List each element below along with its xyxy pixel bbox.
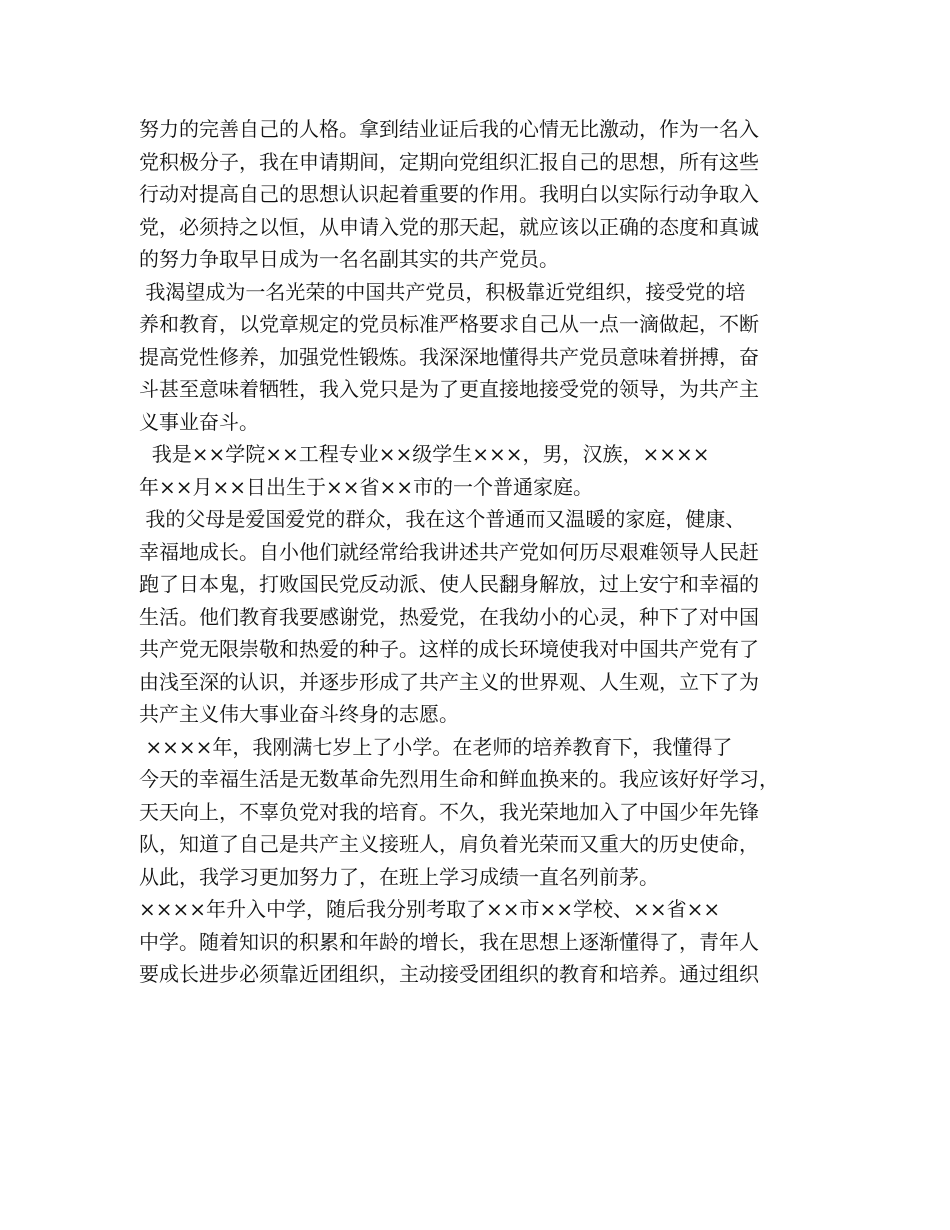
text-line: 提高党性修养，加强党性锻炼。我深深地懂得共产党员意味着拼搏，奋 xyxy=(139,344,759,369)
text-line: 党积极分子，我在申请期间，定期向党组织汇报自己的思想，所有这些 xyxy=(139,149,759,174)
text-line: 斗甚至意味着牺牲，我入党只是为了更直接地接受党的领导，为共产主 xyxy=(139,377,759,401)
text-line: 跑了日本鬼，打败国民党反动派、使人民翻身解放，过上安宁和幸福的 xyxy=(139,572,759,596)
text-line: 今天的幸福生活是无数革命先烈用生命和鲜血换来的。我应该好好学习， xyxy=(139,767,779,791)
text-line: 的努力争取早日成为一名名副其实的共产党员。 xyxy=(139,247,559,271)
text-line: 中学。随着知识的积累和年龄的增长，我在思想上逐渐懂得了，青年人 xyxy=(139,929,759,954)
text-line: 年××月××日出生于××省××市的一个普通家庭。 xyxy=(139,474,594,499)
text-line: 养和教育，以党章规定的党员标准严格要求自己从一点一滴做起，不断 xyxy=(139,312,759,336)
text-line: 生活。他们教育我要感谢党，热爱党，在我幼小的心灵，种下了对中国 xyxy=(139,604,759,629)
text-line: 从此，我学习更加努力了，在班上学习成绩一直名列前茅。 xyxy=(139,864,659,889)
text-line: 天天向上，不辜负党对我的培育。不久，我光荣地加入了中国少年先锋 xyxy=(139,799,759,824)
text-line: 努力的完善自己的人格。拿到结业证后我的心情无比激动，作为一名入 xyxy=(139,117,759,141)
text-line: 行动对提高自己的思想认识起着重要的作用。我明白以实际行动争取入 xyxy=(139,182,759,206)
text-line: 队，知道了自己是共产主义接班人，肩负着光荣而又重大的历史使命， xyxy=(139,832,759,856)
text-line: 要成长进步必须靠近团组织，主动接受团组织的教育和培养。通过组织 xyxy=(139,962,759,986)
text-line: 我渴望成为一名光荣的中国共产党员，积极靠近党组织，接受党的培 xyxy=(139,279,746,304)
text-line: 我的父母是爱国爱党的群众，我在这个普通而又温暖的家庭，健康、 xyxy=(139,507,746,531)
text-line: 幸福地成长。自小他们就经常给我讲述共产党如何历尽艰难领导人民赶 xyxy=(139,539,759,564)
text-line: ××××年，我刚满七岁上了小学。在老师的培养教育下，我懂得了 xyxy=(139,734,733,759)
text-line: 共产党无限崇敬和热爱的种子。这样的成长环境使我对中国共产党有了 xyxy=(139,637,759,661)
text-line: 由浅至深的认识，并逐步形成了共产主义的世界观、人生观，立下了为 xyxy=(139,669,759,694)
text-line: 义事业奋斗。 xyxy=(139,409,259,434)
text-line: 党，必须持之以恒，从申请入党的那天起，就应该以正确的态度和真诚 xyxy=(139,214,759,239)
text-line: 我是××学院××工程专业××级学生×××，男，汉族，×××× xyxy=(139,442,710,466)
text-line: 共产主义伟大事业奋斗终身的志愿。 xyxy=(139,702,459,726)
text-line: ××××年升入中学，随后我分别考取了××市××学校、××省×× xyxy=(139,897,721,921)
body-text xyxy=(139,113,819,991)
